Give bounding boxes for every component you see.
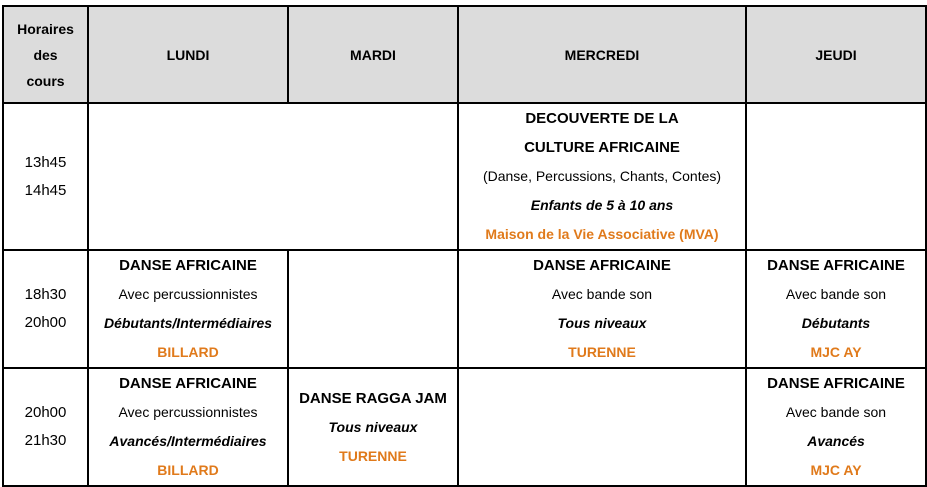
- course-place: Maison de la Vie Associative (MVA): [485, 226, 719, 242]
- time-cell: [3, 250, 88, 368]
- course-title: DANSE RAGGA JAM: [299, 389, 447, 407]
- course-level: Tous niveaux: [557, 315, 647, 331]
- course-place: MJC AY: [810, 462, 862, 478]
- time-end: 21h30: [24, 432, 67, 449]
- time-end: 20h00: [24, 314, 67, 331]
- header-time-line: Horaires: [17, 20, 74, 37]
- header-row: [3, 6, 926, 103]
- course-cell-mercredi: [458, 103, 746, 250]
- time-end: 14h45: [24, 181, 67, 199]
- time-start: 18h30: [24, 286, 67, 303]
- course-cell-mercredi: [458, 250, 746, 368]
- header-day-lundi: LUNDI: [88, 6, 288, 103]
- schedule-table: [2, 5, 927, 487]
- course-detail: (Danse, Percussions, Chants, Contes): [482, 168, 722, 184]
- course-level: Avancés: [807, 433, 865, 449]
- course-title: DANSE AFRICAINE: [119, 257, 257, 274]
- course-cell-lundi: [88, 368, 288, 486]
- course-title: CULTURE AFRICAINE: [524, 139, 680, 156]
- course-title: DANSE AFRICAINE: [533, 257, 671, 274]
- course-detail: Avec bande son: [785, 286, 887, 302]
- course-title: DANSE AFRICAINE: [767, 257, 905, 274]
- course-cell-jeudi: [746, 250, 926, 368]
- course-place: BILLARD: [157, 462, 219, 478]
- course-place: MJC AY: [810, 344, 862, 360]
- time-start: 20h00: [24, 404, 67, 421]
- course-cell-mardi: [288, 368, 458, 486]
- schedule-row: [3, 368, 926, 486]
- course-place: TURENNE: [568, 344, 636, 360]
- course-cell-jeudi: [746, 368, 926, 486]
- empty-cell: [746, 103, 926, 250]
- header-day-mardi: MARDI: [288, 6, 458, 103]
- time-start: 13h45: [24, 153, 67, 171]
- course-level: Tous niveaux: [328, 418, 418, 435]
- header-day-mercredi: MERCREDI: [458, 6, 746, 103]
- course-level: Enfants de 5 à 10 ans: [530, 197, 674, 213]
- course-level: Débutants: [801, 315, 871, 331]
- course-detail: Avec bande son: [551, 286, 653, 302]
- course-detail: Avec percussionnistes: [118, 286, 258, 302]
- schedule-row: [3, 250, 926, 368]
- course-detail: Avec bande son: [785, 404, 887, 420]
- header-time-column: [3, 6, 88, 103]
- time-cell: [3, 368, 88, 486]
- course-title: DANSE AFRICAINE: [767, 375, 905, 392]
- course-detail: Avec percussionnistes: [118, 404, 258, 420]
- time-cell: [3, 103, 88, 250]
- schedule-row: [3, 103, 926, 250]
- course-place: BILLARD: [157, 344, 219, 360]
- course-title: DANSE AFRICAINE: [119, 375, 257, 392]
- course-cell-lundi: [88, 250, 288, 368]
- schedule-wrapper: [2, 5, 927, 487]
- header-time-line: cours: [26, 72, 65, 89]
- empty-cell: [288, 250, 458, 368]
- course-place: TURENNE: [339, 447, 407, 464]
- course-level: Avancés/Intermédiaires: [109, 433, 267, 449]
- course-title: DECOUVERTE DE LA: [525, 110, 679, 127]
- empty-cell: [458, 368, 746, 486]
- header-time-line: des: [33, 46, 58, 63]
- empty-cell: [88, 103, 458, 250]
- header-day-jeudi: JEUDI: [746, 6, 926, 103]
- course-level: Débutants/Intermédiaires: [103, 315, 273, 331]
